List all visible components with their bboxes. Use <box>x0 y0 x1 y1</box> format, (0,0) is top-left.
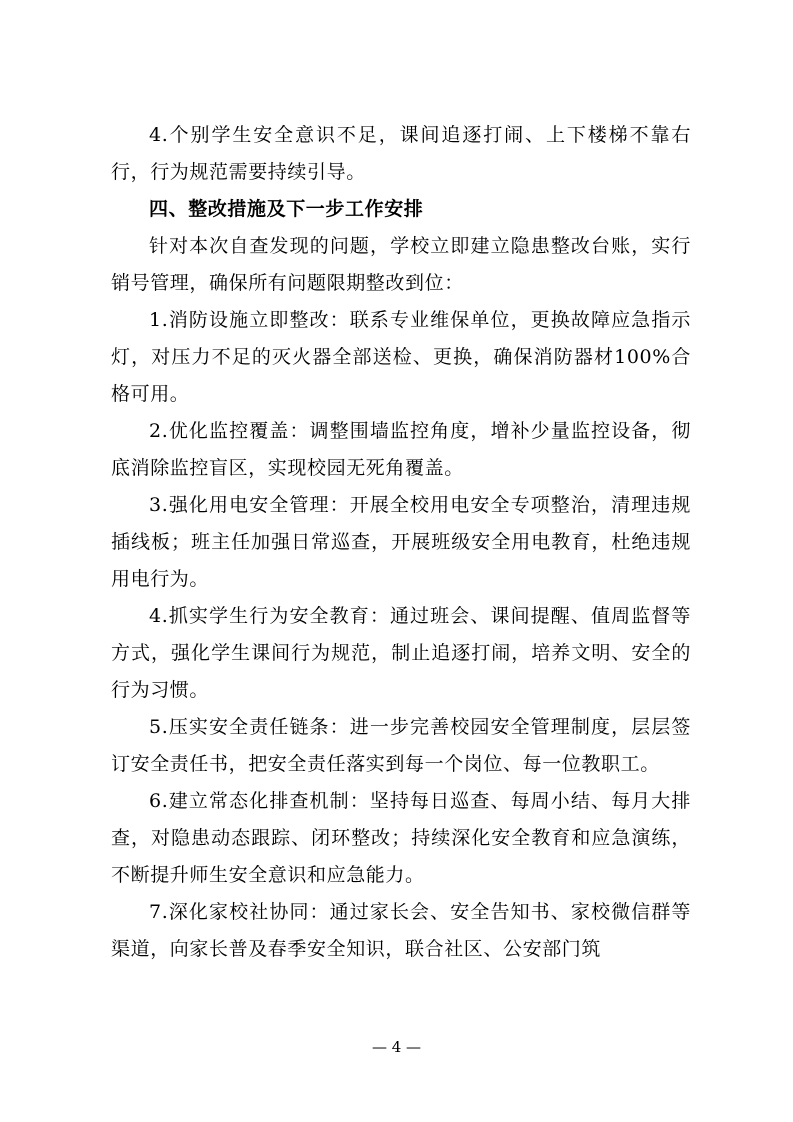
paragraph-measure-7: 7.深化家校社协同：通过家长会、安全告知书、家校微信群等渠道，向家长普及春季安全知识，联合社区、公安部门筑 <box>111 901 691 960</box>
paragraph-measure-3: 3.强化用电安全管理：开展全校用电安全专项整治，清理违规插线板；班主任加强日常巡查，开展班级安全用电教育，杜绝违规用电行为。 <box>111 494 691 590</box>
document-body <box>111 117 691 968</box>
paragraph-measure-4: 4.抓实学生行为安全教育：通过班会、课间提醒、值周监督等方式，强化学生课间行为规范，制止追逐打闹，培养文明、安全的行为习惯。 <box>111 605 691 701</box>
paragraph-intro: 针对本次自查发现的问题，学校立即建立隐患整改台账，实行销号管理，确保所有问题限期整改到位： <box>111 235 691 294</box>
paragraph-measure-6: 6.建立常态化排查机制：坚持每日巡查、每周小结、每月大排查，对隐患动态跟踪、闭环整改；持续深化安全教育和应急演练，不断提升师生安全意识和应急能力。 <box>111 790 691 886</box>
paragraph-measure-1: 1.消防设施立即整改：联系专业维保单位，更换故障应急指示灯，对压力不足的灭火器全部送检、更换，确保消防器材100%合格可用。 <box>111 309 691 405</box>
page-number: — 4 — <box>371 1038 422 1056</box>
section-heading-rectification: 四、整改措施及下一步工作安排 <box>149 198 424 220</box>
paragraph-measure-5: 5.压实安全责任链条：进一步完善校园安全管理制度，层层签订安全责任书，把安全责任落实到每一个岗位、每一位教职工。 <box>111 716 691 775</box>
paragraph-issue-4: 4.个别学生安全意识不足，课间追逐打闹、上下楼梯不靠右行，行为规范需要持续引导。 <box>111 124 691 183</box>
paragraph-measure-2: 2.优化监控覆盖：调整围墙监控角度，增补少量监控设备，彻底消除监控盲区，实现校园无死角覆盖。 <box>111 420 691 479</box>
